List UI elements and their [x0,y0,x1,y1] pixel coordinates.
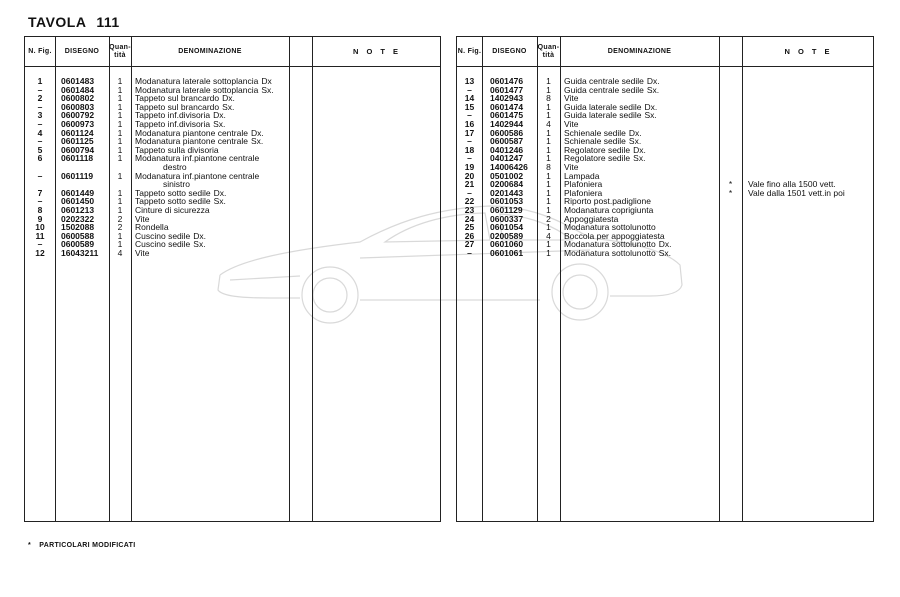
quantity: 1 [546,110,551,121]
header-notes: N O T E [352,46,402,56]
quantity: 1 [546,153,551,164]
figure-number: 26 [464,230,475,241]
figure-number: 12 [35,247,45,258]
figure-number: – [37,239,43,250]
denomination-text: Tappeto sotto sedile [135,187,211,198]
quantity: 1 [546,170,551,181]
figure-number: 3 [37,110,43,121]
side-marker: Dx. [646,76,660,86]
denomination-text: Cinture di sicurezza [135,204,210,215]
header-code: DISEGNO [64,47,100,55]
denomination-text: Cuscino sedile [135,239,191,250]
part-code: 0600973 [61,118,95,129]
figure-number: – [467,136,472,147]
part-code: 1402943 [490,93,524,104]
figure-number: 16 [464,118,475,129]
part-code: 0601125 [61,136,94,147]
header-denomination: DENOMINAZIONE [178,47,242,55]
figure-number: 15 [464,101,475,112]
quantity: 1 [117,239,123,250]
part-code: 0601483 [61,76,95,86]
figure-number: – [37,170,43,181]
header-denomination: DENOMINAZIONE [607,47,672,55]
quantity: 1 [117,118,123,129]
table-row [25,172,440,189]
denomination-text: Vite [135,247,150,258]
table-row [25,154,440,171]
denomination-text: Modanatura sottolunotto [564,247,656,258]
denomination-text: Riporto post.padiglione [564,196,651,207]
part-code: 0601484 [61,84,95,95]
figure-number: 27 [464,239,475,250]
figure-number: 5 [37,144,43,155]
side-marker: Sx. [658,247,671,258]
header-qty: Quan- tità [109,43,131,59]
quantity: 1 [546,84,551,95]
part-code: 0200684 [490,179,524,190]
figure-number: – [37,196,43,207]
header-fig: N. Fig. [28,47,52,55]
denomination-text: Vite [135,213,150,224]
part-code: 0600588 [61,230,95,241]
side-marker: Sx. [250,136,264,147]
denomination-text: Modanatura coprigiunta [564,204,654,215]
part-code: 0601450 [61,196,95,207]
quantity: 2 [546,213,551,224]
side-marker: Sx. [213,118,226,129]
quantity: 4 [546,230,551,241]
quantity: 1 [546,76,551,86]
side-marker: Sx. [633,153,646,164]
figure-number: – [37,136,43,147]
part-code: 0601061 [490,247,524,258]
quantity: 1 [546,204,551,215]
quantity: 1 [546,247,551,258]
side-marker: Sx. [646,84,660,95]
rows-left [25,77,440,257]
quantity: 1 [546,101,551,112]
quantity: 1 [117,230,123,241]
figure-number: 10 [35,222,45,233]
part-code: 0600792 [61,110,95,121]
side-marker: Sx. [222,101,235,112]
quantity: 1 [117,153,123,164]
table-row [25,249,440,258]
denomination-text: Tappeto inf.divisoria [135,110,211,121]
denomination-text: Appoggiatesta [564,213,619,224]
part-code: 0401246 [490,144,524,155]
denomination-text: Rondella [135,222,169,233]
denomination-text: Modanatura piantone centrale [135,127,248,138]
figure-number: 17 [464,127,475,138]
quantity: 1 [546,196,551,207]
denomination-text: Tappeto sotto sedile [135,196,211,207]
side-marker: Dx. [628,127,642,138]
denomination-text: Tappeto sulla divisoria [135,144,219,155]
figure-number: – [467,110,472,121]
figure-number: – [467,247,472,258]
quantity: 2 [117,222,123,233]
denomination-text: Modanatura inf.piantone centrale [135,170,260,181]
part-code: 0200589 [490,230,524,241]
denomination-continuation: destro [163,161,187,172]
denomination-text: Schienale sedile [564,136,626,147]
side-marker: Dx. [213,187,227,198]
denomination-text: Cuscino sedile [135,230,191,241]
quantity: 1 [546,239,551,250]
denomination-text: Tappeto sul brancardo [135,101,220,112]
denomination-text: Modanatura sottolunotto [564,239,656,250]
figure-number: 6 [37,153,43,164]
denomination-text: Guida laterale sedile [564,101,642,112]
quantity: 4 [546,118,551,129]
part-code: 0601477 [490,84,524,95]
side-marker: Sx. [193,239,206,250]
header-code: DISEGNO [492,47,527,55]
quantity: 1 [117,127,123,138]
denomination-text: Schienale sedile [564,127,626,138]
header-qty: Quan- tità [537,43,560,59]
note-text: Vale dalla 1501 vett.in poi [748,187,845,198]
denomination-text: Vite [564,93,579,104]
side-marker: Dx. [644,101,658,112]
quantity: 1 [117,76,123,86]
part-code: 0600589 [61,239,95,250]
part-code: 0600802 [61,93,95,104]
parts-table-right [456,36,874,522]
denomination-text: Boccola per appoggiatesta [564,230,665,241]
footnote-text: PARTICOLARI MODIFICATI [39,542,136,549]
side-marker: Dx. [250,127,264,138]
denomination-text: Vite [564,118,579,129]
denomination-text: Modanatura piantone centrale [135,136,248,147]
figure-number: 2 [37,93,43,104]
denomination [135,249,150,258]
quantity: 1 [117,101,123,112]
quantity: 8 [546,161,551,172]
quantity: 1 [117,187,123,198]
quantity: 1 [546,187,551,198]
figure-number: 14 [464,93,475,104]
figure-number: – [467,187,472,198]
side-marker: Dx. [222,93,235,104]
rows-right [457,77,873,257]
denomination [135,154,259,171]
figure-number: 19 [464,161,475,172]
figure-number: – [37,84,43,95]
denomination-text: Tappeto inf.divisoria [135,118,211,129]
side-marker: Sx. [644,110,657,121]
part-code: 0601124 [61,127,94,138]
side-marker: Sx. [628,136,642,147]
denomination-text: Modanatura sottolunotto [564,222,656,233]
part-code: 0600586 [490,127,524,138]
quantity: 2 [117,213,123,224]
part-code: 0601053 [490,196,524,207]
part-code: 0601054 [490,222,524,233]
denomination-text: Guida centrale sedile [564,84,644,95]
page-title [28,14,120,30]
side-marker: Sx. [261,84,274,95]
figure-number: 24 [464,213,475,224]
side-marker: Dx. [633,144,646,155]
quantity: 1 [117,196,123,207]
title-word: TAVOLA [28,14,86,30]
part-code: 0600803 [61,101,95,112]
note-text: Vale fino alla 1500 vett. [748,179,836,190]
side-marker: Dx. [658,239,672,250]
figure-number: – [467,153,472,164]
figure-number: – [37,101,43,112]
denomination-text: Tappeto sul brancardo [135,93,220,104]
figure-number: 18 [464,144,475,155]
part-code: 0501002 [490,170,524,181]
figure-number: 9 [37,213,43,224]
side-marker: Dx [261,76,272,86]
denomination-text: Guida laterale sedile [564,110,642,121]
table-row [457,249,873,258]
figure-number: 25 [464,222,475,233]
denomination-text: Regolatore sedile [564,144,631,155]
part-code: 14006426 [490,161,528,172]
part-code: 0202322 [61,213,95,224]
denomination-text: Modanatura laterale sottoplancia [135,76,259,86]
figure-number: 4 [37,127,43,138]
denomination-text: Lampada [564,170,600,181]
part-code: 0601129 [490,204,523,215]
figure-number: 20 [464,170,475,181]
quantity: 1 [546,127,551,138]
part-code: 0601060 [490,239,524,250]
part-code: 0600337 [490,213,524,224]
denomination-continuation: sinistro [163,179,190,190]
figure-number: 13 [464,76,475,86]
quantity: 1 [546,136,551,147]
part-code: 1502088 [61,222,95,233]
modified-marker: * [728,187,733,198]
quantity: 1 [546,222,551,233]
figure-number: 1 [37,76,43,86]
part-code: 0601476 [490,76,524,86]
part-code: 0601449 [61,187,95,198]
part-code: 1402944 [490,118,524,129]
denomination-text: Plafoniera [564,179,603,190]
header-notes: N O T E [784,46,833,56]
quantity: 1 [117,110,123,121]
quantity: 1 [117,204,123,215]
figure-number: – [467,84,472,95]
side-marker: Dx. [213,110,226,121]
quantity: 1 [117,93,123,104]
part-code: 0601213 [61,204,95,215]
figure-number: 23 [464,204,475,215]
denomination [135,172,259,189]
quantity: 1 [117,144,123,155]
part-code: 16043211 [61,247,99,258]
denomination-text: Plafoniera [564,187,603,198]
denomination [564,249,671,258]
part-code: 0401247 [490,153,524,164]
denomination-text: Modanatura inf.piantone centrale [135,153,260,164]
quantity: 8 [546,93,551,104]
modified-marker: * [728,179,733,190]
part-code: 0601475 [490,110,524,121]
side-marker: Sx. [213,196,226,207]
figure-number: 11 [35,230,45,241]
parts-table-left [24,36,441,522]
part-code: 0601118 [61,153,94,164]
figure-number: 22 [464,196,475,207]
denomination-text: Guida centrale sedile [564,76,644,86]
figure-number: 7 [37,187,43,198]
figure-number: 21 [464,179,475,190]
header-fig: N. Fig. [457,47,482,55]
quantity: 1 [546,179,551,190]
figure-number: – [37,118,43,129]
quantity: 4 [117,247,123,258]
denomination-text: Regolatore sedile [564,153,631,164]
footnote-marker: * [28,542,32,549]
quantity: 1 [117,136,123,147]
quantity: 1 [546,144,551,155]
part-code: 0601119 [61,170,94,181]
part-code: 0600587 [490,136,524,147]
part-code: 0201443 [490,187,524,198]
part-code: 0600794 [61,144,95,155]
footnote [28,542,135,549]
quantity: 1 [117,84,123,95]
quantity: 1 [117,170,123,181]
figure-number: 8 [37,204,43,215]
denomination-text: Modanatura laterale sottoplancia [135,84,259,95]
part-code: 0601474 [490,101,524,112]
side-marker: Dx. [193,230,207,241]
denomination-text: Vite [564,161,579,172]
title-number: 111 [96,14,120,30]
